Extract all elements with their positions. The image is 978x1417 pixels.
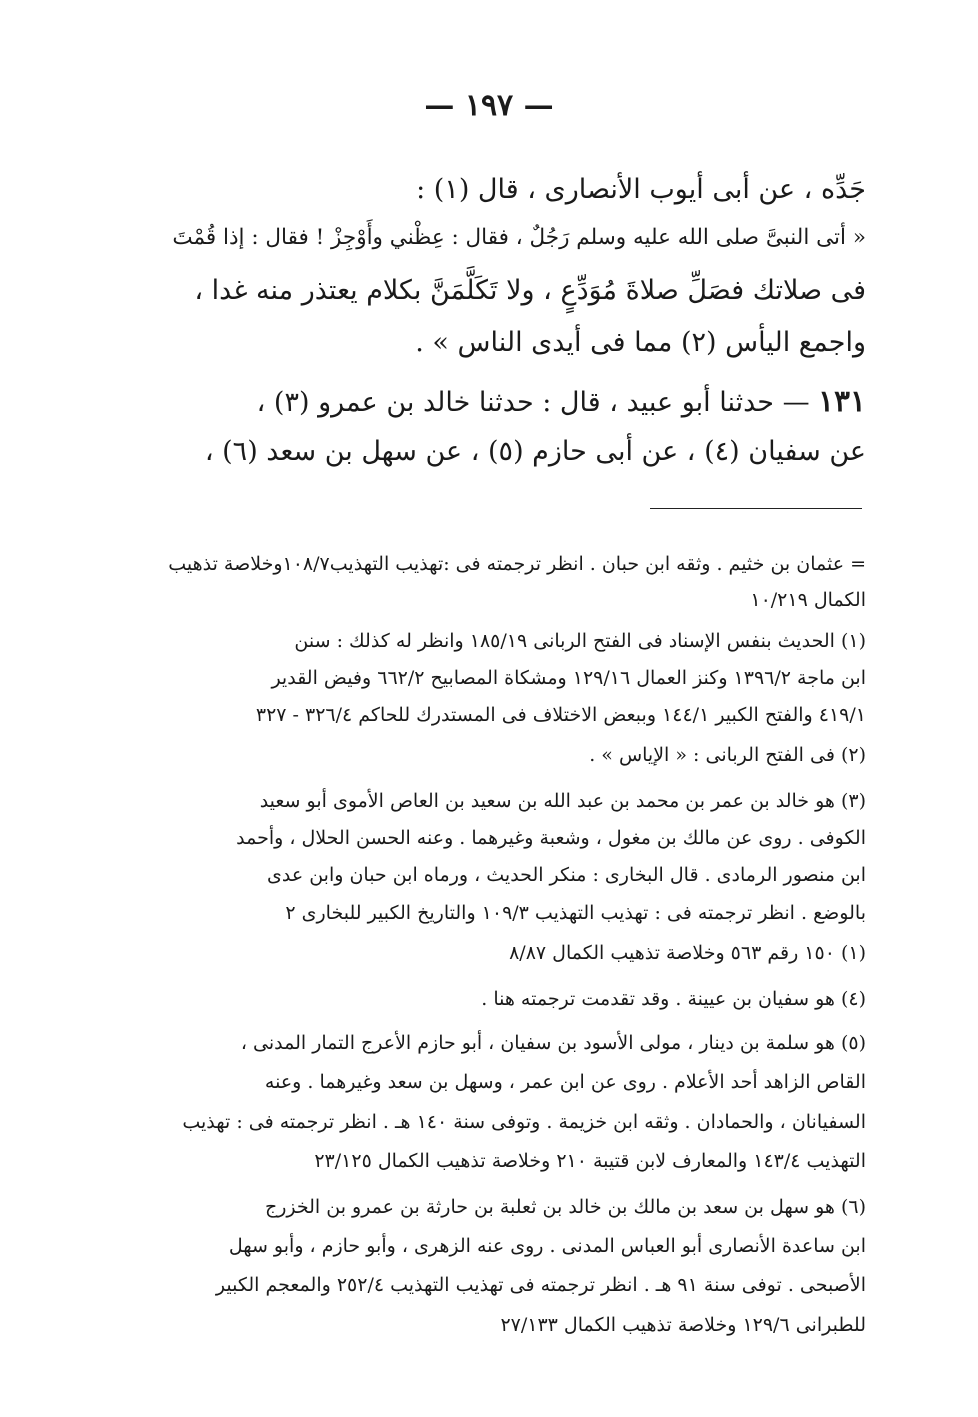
footnote-line: للطبرانى ١٢٩/٦ وخلاصة تذهيب الكمال ٢٧/١٣٣ bbox=[500, 1314, 866, 1336]
footnote-separator bbox=[650, 508, 862, 509]
footnote-line: الكمال ١٠/٢١٩ bbox=[750, 589, 866, 611]
footnote-line: ابن ماجة ١٣٩٦/٢ وكنز العمال ١٢٩/١٦ ومشكاة المصابيح ٦٦٢/٢ وفيض القدير bbox=[271, 667, 866, 689]
footnote-line: بالوضع . انظر ترجمته فى : تهذيب التهذيب ١٠٩/٣ والتاريخ الكبير للبخارى ٢ bbox=[285, 902, 866, 924]
footnote-4: (٤) هو سفيان بن عيينة . وقد تقدمت ترجمته هنا . bbox=[481, 988, 866, 1010]
footnote-line: الكوفى . روى عن مالك بن مغول ، وشعبة وغيرهما . وعنه الحسن الحلال ، وأحمد bbox=[236, 827, 866, 849]
hadith-line: عن سفيان (٤) ، عن أبى حازم (٥) ، عن سهل بن سعد (٦) ، bbox=[204, 436, 866, 467]
footnote-line: = عثمان بن خثيم . وثقه ابن حبان . انظر ترجمته فى :تهذيب التهذيب١٠٨/٧وخلاصة تذهيب bbox=[168, 553, 866, 575]
page-number: — ١٩٧ — bbox=[424, 88, 554, 123]
footnote-line: الأصبحى . توفى سنة ٩١ هـ . انظر ترجمته فى تهذيب التهذيب ٢٥٢/٤ والمعجم الكبير bbox=[215, 1274, 866, 1296]
main-text-line: فى صلاتك فصَلِّ صلاةَ مُوَدِّعٍ ، ولا تَكَلَّمَنَّ بكلام يعتذر منه غدا ، bbox=[194, 275, 866, 306]
footnote-line: ابن منصور الرمادى . قال البخارى : منكر الحديث ، ورماه ابن حبان وابن عدى bbox=[266, 864, 866, 886]
footnote-line: ٤١٩/١ والفتح الكبير ١٤٤/١ وببعض الاختلاف فى المستدرك للحاكم ٣٢٦/٤ - ٣٢٧ bbox=[255, 704, 866, 726]
hadith-text: — حدثنا أبو عبيد ، قال : حدثنا خالد بن عمرو (٣) ، bbox=[256, 387, 819, 418]
footnote-line: القاص الزاهد أحد الأعلام . روى عن ابن عمر ، وسهل بن سعد وغيرهما . وعنه bbox=[264, 1071, 866, 1093]
footnote-5: (٥) هو سلمة بن دينار ، مولى الأسود بن سفيان ، أبو حازم الأعرج التمار المدنى ، bbox=[240, 1032, 866, 1054]
footnote-line: (١) ١٥٠ رقم ٥٦٣ وخلاصة تذهيب الكمال ٨/٨٧ bbox=[509, 942, 866, 964]
main-text-line: « أتى النبىَّ صلى الله عليه وسلم رَجُلٌ ، فقال : عِظْني وأَوْجِزْ ! فقال : إذا قُمْتَ bbox=[172, 225, 866, 250]
footnote-2: (٢) فى الفتح الربانى : « الإياس » . bbox=[589, 744, 866, 766]
footnote-line: التهذيب ١٤٣/٤ والمعارف لابن قتيبة ٢١٠ وخلاصة تذهيب الكمال ٢٣/١٢٥ bbox=[314, 1150, 866, 1172]
footnote-6: (٦) هو سهل بن سعد بن مالك بن خالد بن ثعلبة بن حارثة بن عمرو بن الخزرج bbox=[264, 1196, 866, 1218]
footnote-3: (٣) هو خالد بن عمر بن محمد بن عبد الله بن سعيد بن العاص الأموى أبو سعيد bbox=[259, 790, 866, 812]
hadith-line bbox=[160, 384, 866, 419]
footnote-line: السفيانان ، والحمادان . وثقه ابن خزيمة . وتوفى سنة ١٤٠ هـ . انظر ترجمته فى : تهذيب bbox=[182, 1111, 866, 1133]
main-text-line: جَدِّه ، عن أبى أيوب الأنصارى ، قال (١) : bbox=[416, 174, 866, 205]
main-text-line: واجمع اليأس (٢) مما فى أيدى الناس » . bbox=[415, 327, 866, 358]
footnote-line: ابن ساعدة الأنصارى أبو العباس المدنى . روى عنه الزهرى ، وأبو حازم ، وأبو سهل bbox=[228, 1235, 866, 1257]
hadith-number: ١٣١ bbox=[818, 384, 866, 419]
footnote-1: (١) الحديث بنفس الإسناد فى الفتح الربانى ١٨٥/١٩ وانظر له كذلك : سنن bbox=[294, 630, 866, 652]
